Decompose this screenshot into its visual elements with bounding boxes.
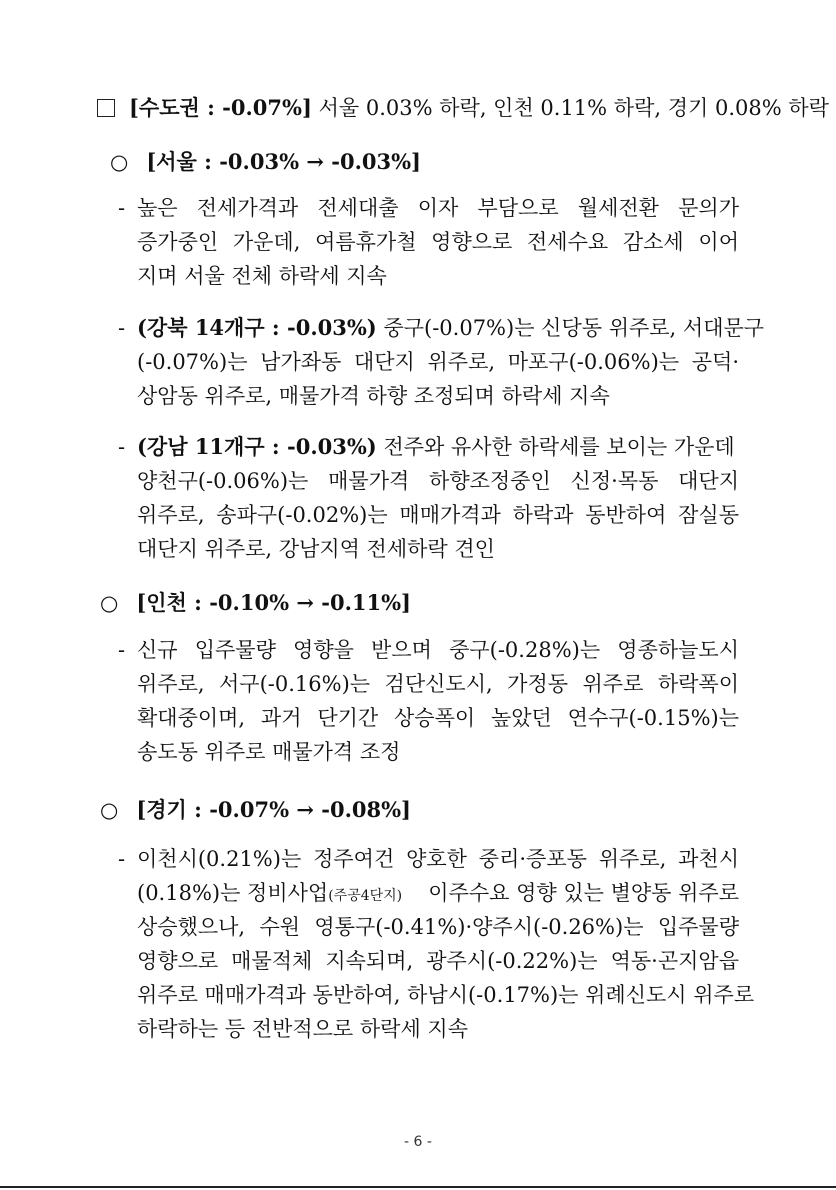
seoul-b3-line: 대단지 위주로, 강남지역 전세하락 견인 [137, 537, 495, 561]
gangnam-label: (강남 11개구 : -0.03%) [137, 434, 377, 459]
bottom-divider [0, 1186, 836, 1188]
section-header [97, 91, 829, 125]
seoul-b1-line: 높은 전세가격과 전세대출 이자 부담으로 월세전환 문의가 [137, 196, 739, 220]
gyeonggi-line: (0.18%)는 정비사업(주공4단지) 이주수요 영향 있는 별양동 위주로 [137, 881, 739, 905]
circle-bullet-icon: ○ [110, 150, 129, 174]
circle-bullet-icon: ○ [100, 798, 119, 822]
gyeonggi-heading: ○ [경기 : -0.07% → -0.08%] [100, 793, 411, 827]
seoul-b2-line: (강북 14개구 : -0.03%) 중구(-0.07%)는 신당동 위주로, 서대문구 [137, 315, 765, 340]
dash-bullet-icon: - [118, 435, 126, 459]
incheon-line: 확대중이며, 과거 단기간 상승폭이 높았던 연수구(-0.15%)는 [137, 706, 739, 730]
seoul-b3-line: 양천구(-0.06%)는 매물가격 하향조정중인 신정·목동 대단지 [137, 469, 739, 493]
section-title: [수도권 : -0.07%] [129, 95, 312, 120]
gyeonggi-line: 영향으로 매물적체 지속되며, 광주시(-0.22%)는 역동·곤지암읍 [137, 949, 739, 973]
checkbox-square-icon [97, 99, 115, 117]
seoul-b2-line: (-0.07%)는 남가좌동 대단지 위주로, 마포구(-0.06%)는 공덕· [137, 350, 739, 374]
seoul-b2-line: 상암동 위주로, 매물가격 하향 조정되며 하락세 지속 [137, 384, 610, 408]
circle-bullet-icon: ○ [100, 591, 119, 615]
gyeonggi-line: 위주로 매매가격과 동반하여, 하남시(-0.17%)는 위례신도시 위주로 [137, 983, 755, 1007]
dash-bullet-icon: - [118, 638, 126, 662]
gangbuk-label: (강북 14개구 : -0.03%) [137, 315, 377, 340]
page-number: - 6 - [404, 1134, 432, 1150]
footnote-inline: (주공4단지) [328, 888, 403, 904]
gyeonggi-line: 하락하는 등 전반적으로 하락세 지속 [137, 1017, 468, 1041]
incheon-line: 송도동 위주로 매물가격 조정 [137, 740, 401, 764]
seoul-b1-line: 증가중인 가운데, 여름휴가철 영향으로 전세수요 감소세 이어 [137, 230, 739, 254]
dash-bullet-icon: - [118, 196, 126, 220]
section-summary: 서울 0.03% 하락, 인천 0.11% 하락, 경기 0.08% 하락 [318, 96, 829, 120]
dash-bullet-icon: - [118, 316, 126, 340]
dash-bullet-icon: - [118, 847, 126, 871]
incheon-line: 위주로, 서구(-0.16%)는 검단신도시, 가정동 위주로 하락폭이 [137, 672, 739, 696]
gyeonggi-line: 상승했으나, 수원 영통구(-0.41%)·양주시(-0.26%)는 입주물량 [137, 915, 739, 939]
incheon-heading: ○ [인천 : -0.10% → -0.11%] [100, 586, 411, 620]
seoul-heading: ○ [서울 : -0.03% → -0.03%] [110, 145, 421, 179]
seoul-b3-line: 위주로, 송파구(-0.02%)는 매매가격과 하락과 동반하여 잠실동 [137, 503, 739, 527]
gyeonggi-line: 이천시(0.21%)는 정주여건 양호한 중리·증포동 위주로, 과천시 [137, 847, 739, 871]
seoul-b1-line: 지며 서울 전체 하락세 지속 [137, 264, 387, 288]
incheon-line: 신규 입주물량 영향을 받으며 중구(-0.28%)는 영종하늘도시 [137, 638, 739, 662]
seoul-b3-line: (강남 11개구 : -0.03%) 전주와 유사한 하락세를 보이는 가운데 [137, 434, 735, 459]
